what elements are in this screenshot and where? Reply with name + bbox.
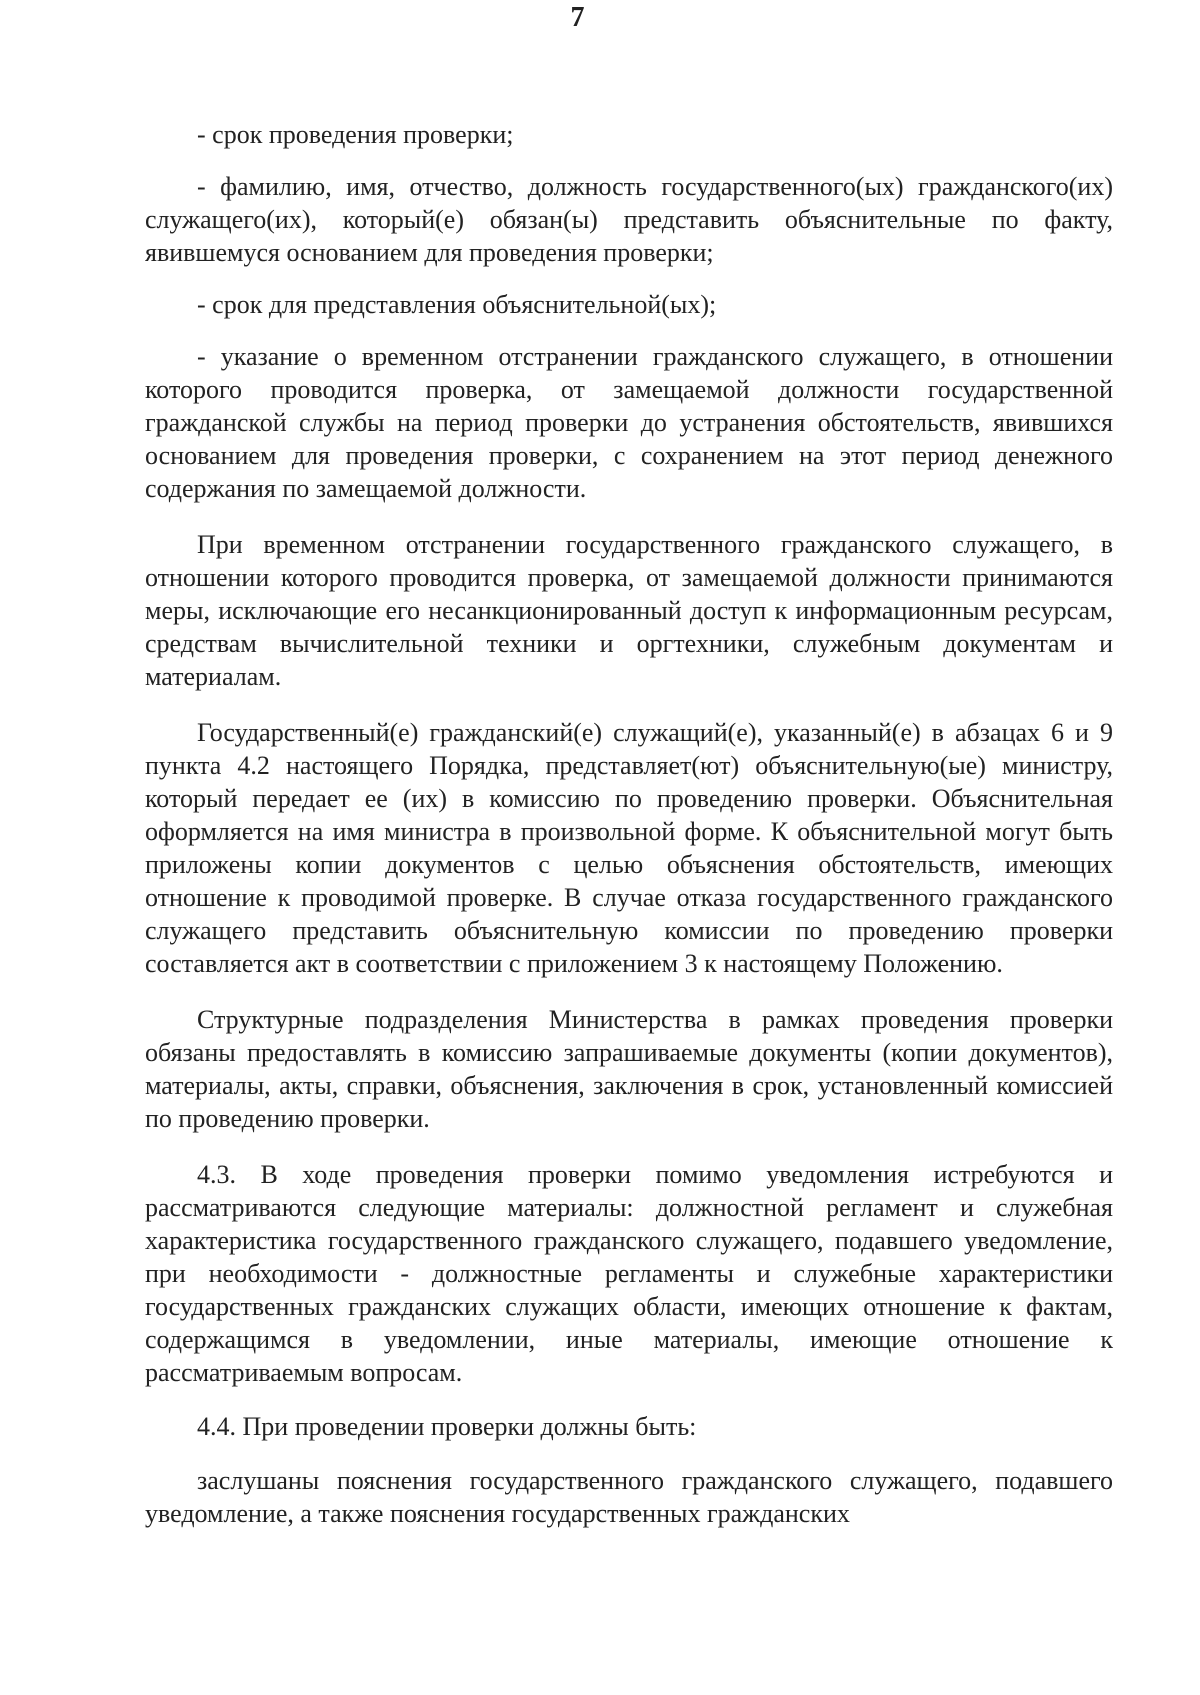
document-body (145, 118, 1113, 1530)
paragraph-temporary-suspension: - указание о временном отстранении гражданского служащего, в отношении которого проводится проверка, от замещаемой должности государственной гражданской службы на период проверки до устранения обстоятельств, явившихся основанием для проведения проверки, с сохранением на этот период денежного содержания по замещаемой должности. (145, 342, 1113, 503)
paragraph-inspection-term: - срок проведения проверки; (197, 120, 514, 149)
paragraph-hearing-explanations: заслушаны пояснения государственного гражданского служащего, подавшего уведомление, а также пояснения государственных гражданских (145, 1466, 1113, 1528)
paragraph-explanation-deadline: - срок для представления объяснительной(ых); (197, 290, 717, 319)
paragraph-access-restriction: При временном отстранении государственного гражданского служащего, в отношении которого проводится проверка, от замещаемой должности принимаются меры, исключающие его несанкционированный доступ к информационным ресурсам, средствам вычислительной техники и оргтехники, служебным документам и материалам. (145, 530, 1113, 691)
paragraph-structural-units: Структурные подразделения Министерства в рамках проведения проверки обязаны предоставлять в комиссию запрашиваемые документы (копии документов), материалы, акты, справки, объяснения, заключения в срок, установленный комиссией по проведению проверки. (145, 1005, 1113, 1133)
paragraph-explanatory-note: Государственный(е) гражданский(е) служащий(е), указанный(е) в абзацах 6 и 9 пункта 4.2 настоящего Порядка, представляет(ют) объяснительную(ые) министру, который передает ее (их) в комиссию по проведению проверки. Объяснительная оформляется на имя министра в произвольной форме. К объяснительной могут быть приложены копии документов с целью объяснения обстоятельств, имеющих отношение к проводимой проверке. В случае отказа государственного гражданского служащего представить объяснительную комиссии по проведению проверки составляется акт в соответствии с приложением 3 к настоящему Положению. (145, 718, 1113, 978)
paragraph-section-4-3: 4.3. В ходе проведения проверки помимо уведомления истребуются и рассматриваются следующие материалы: должностной регламент и служебная характеристика государственного гражданского служащего, подавшего уведомление, при необходимости - должностные регламенты и служебные характеристики государственных гражданских служащих области, имеющих отношение к фактам, содержащимся в уведомлении, иные материалы, имеющие отношение к рассматриваемым вопросам. (145, 1160, 1113, 1387)
paragraph-section-4-4: 4.4. При проведении проверки должны быть: (197, 1412, 697, 1441)
paragraph-employee-names: - фамилию, имя, отчество, должность государственного(ых) гражданского(их) служащего(их), который(е) обязан(ы) представить объяснительные по факту, явившемуся основанием для проведения проверки; (145, 172, 1113, 267)
page-number: 7 (570, 2, 585, 33)
